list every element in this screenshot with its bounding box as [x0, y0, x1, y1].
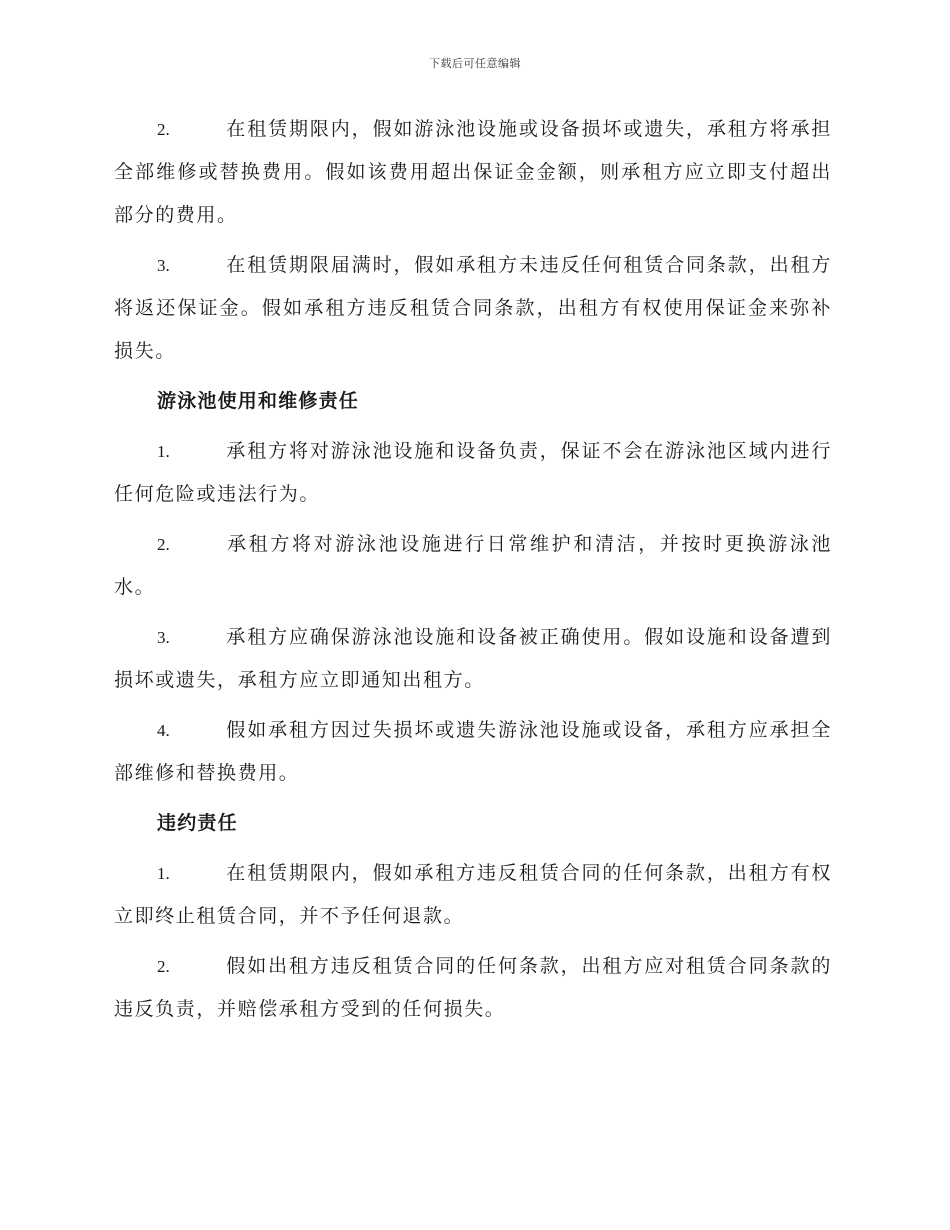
- document-body: [114, 108, 832, 1038]
- clause-number: 1.: [157, 864, 170, 883]
- clause-deposit-3: [114, 244, 832, 373]
- section-heading-usage: 游泳池使用和维修责任: [157, 390, 360, 412]
- clause-usage-3: [114, 616, 832, 702]
- clause-text: 在租赁期限内，假如游泳池设施或设备损坏或遗失，承租方将承担全部维修或替换费用。假如该费用超出保证金金额，则承租方应立即支付超出部分的费用。: [114, 118, 832, 226]
- clause-text: 在租赁期限内，假如承租方违反租赁合同的任何条款，出租方有权立即终止租赁合同，并不予任何退款。: [114, 862, 832, 927]
- clause-number: 3.: [157, 628, 170, 647]
- clause-usage-4: [114, 709, 832, 795]
- clause-number: 4.: [157, 721, 170, 740]
- page-header-note: 下载后可任意编辑: [429, 57, 521, 70]
- clause-text: 承租方将对游泳池设施和设备负责，保证不会在游泳池区域内进行任何危险或违法行为。: [114, 440, 832, 505]
- clause-text: 假如出租方违反租赁合同的任何条款，出租方应对租赁合同条款的违反负责，并赔偿承租方受到的任何损失。: [114, 955, 832, 1020]
- clause-text: 承租方将对游泳池设施进行日常维护和清洁，并按时更换游泳池水。: [114, 533, 832, 598]
- clause-breach-2: [114, 945, 832, 1031]
- clause-number: 2.: [157, 120, 170, 139]
- clause-usage-2: [114, 523, 832, 609]
- clause-text: 承租方应确保游泳池设施和设备被正确使用。假如设施和设备遭到损坏或遗失，承租方应立即通知出租方。: [114, 626, 832, 691]
- clause-text: 假如承租方因过失损坏或遗失游泳池设施或设备，承租方应承担全部维修和替换费用。: [114, 719, 832, 784]
- clause-deposit-2: [114, 108, 832, 237]
- clause-breach-1: [114, 852, 832, 938]
- section-heading-breach: 违约责任: [157, 812, 238, 834]
- clause-usage-1: [114, 430, 832, 516]
- clause-text: 在租赁期限届满时，假如承租方未违反任何租赁合同条款，出租方将返还保证金。假如承租方违反租赁合同条款，出租方有权使用保证金来弥补损失。: [114, 254, 832, 362]
- clause-number: 1.: [157, 442, 170, 461]
- clause-number: 2.: [157, 535, 170, 554]
- clause-number: 3.: [157, 256, 170, 275]
- clause-number: 2.: [157, 957, 170, 976]
